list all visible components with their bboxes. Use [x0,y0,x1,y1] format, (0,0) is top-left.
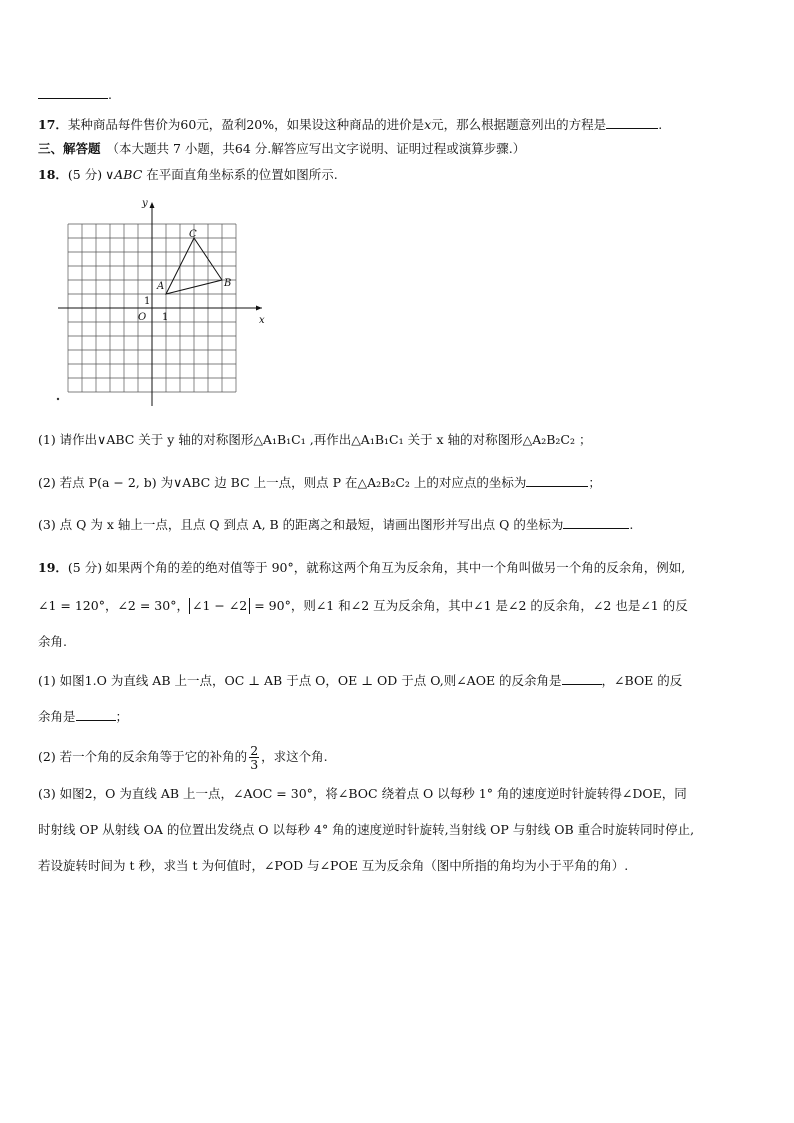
axes [58,204,262,406]
q19-score: (5 分) [67,560,103,575]
q17-text-b: 元，那么根据题意列出的方程是 [431,117,607,132]
leftover-answer-blank: . [38,86,112,103]
q17-number: 17． [38,117,68,132]
section-3-title: 三、解答题 [38,141,101,156]
unit-label-x: 1 [162,312,169,323]
q18-part-2: (2) 若点 P(a − 2, b) 为∨ABC 边 BC 上一点，则点 P 在△A₂B₂C₂ 上的对应点的坐标为 ； [38,475,601,490]
q19-part-1: (1) 如图1.O 为直线 AB 上一点，OC ⊥ AB 于点 O，OE ⊥ OD 于点 O,则∠AOE 的反余角是 ，∠BOE 的反 [38,673,683,688]
x-axis-arrow-icon [256,306,262,311]
q19-example-end: 余角. [38,634,67,649]
y-axis-arrow-icon [150,202,155,208]
q19-part-3-line-1: (3) 如图2，O 为直线 AB 上一点，∠AOC = 30°，将∠BOC 绕着点 O 以每秒 1° 角的速度逆时针旋转得∠DOE，同 [38,786,687,801]
question-17: 17．某种商品每件售价为60元，盈利20%，如果设这种商品的进价是x元，那么根据题意列出的方程是 . [38,117,663,132]
q18-score: (5 分) [67,167,103,182]
q19-part-1-cont: 余角是 ； [38,709,129,724]
q18-part-3: (3) 点 Q 为 x 轴上一点，且点 Q 到点 A, B 的距离之和最短，请画出图形并写出点 Q 的坐标为 . [38,517,634,532]
point-b-label: B [224,278,232,289]
y-axis-label: y [142,198,148,209]
section-3-heading [38,141,525,157]
q19-fraction: $\frac{2}{3}$ [250,743,259,772]
section-3-note: （本大题共 7 小题，共64 分.解答应写出文字说明、证明过程或演算步骤.） [106,141,526,156]
q18-number: 18． [38,167,68,182]
q19-intro: 19．(5 分) 如果两个角的差的绝对值等于 90°，就称这两个角互为反余角，其中一个角叫做另一个角的反余角，例如, [38,560,686,575]
stray-dot [57,398,59,400]
q18-part-2-answer-blank[interactable] [526,474,588,487]
q18-text: 在平面直角坐标系的位置如图所示. [142,167,338,182]
point-c-label: C [189,229,197,240]
q19-part-1-blank-a[interactable] [562,672,602,685]
coordinate-grid-figure [54,196,274,412]
origin-label: O [138,312,147,323]
q19-part-1-blank-b[interactable] [76,708,116,721]
x-axis-label: x [259,315,265,326]
q19-part-3-line-2: 时射线 OP 从射线 OA 的位置出发绕点 O 以每秒 4° 角的速度逆时针旋转,当射线 OP 与射线 OB 重合时旋转同时停止, [38,822,695,837]
q18-part-1: (1) 请作出∨ABC 关于 y 轴的对称图形△A₁B₁C₁ ,再作出△A₁B₁C₁ 关于 x 轴的对称图形△A₂B₂C₂ ； [38,432,592,447]
unit-label-y: 1 [144,296,151,307]
question-18-stem: 18．(5 分) ∨ABC 在平面直角坐标系的位置如图所示. [38,167,338,182]
q18-part-3-answer-blank[interactable] [563,516,629,529]
q19-number: 19． [38,560,68,575]
q19-abs-value: ∠1 − ∠2 [189,598,250,614]
q19-part-2: (2) 若一个角的反余角等于它的补角的 $\frac{2}{3}$ ，求这个角. [38,743,328,772]
q19-example: ∠1 = 120°，∠2 = 30°， ∠1 − ∠2 = 90°，则∠1 和∠2 互为反余角，其中∠1 是∠2 的反余角，∠2 也是∠1 的反 [38,598,688,613]
q17-text-a: 某种商品每件售价为60元，盈利20%，如果设这种商品的进价是 [67,117,425,132]
q18-abc: ABC [114,167,143,182]
q17-answer-blank[interactable] [606,116,658,129]
q17-var: x [424,117,432,132]
point-a-label: A [157,281,165,292]
q19-part-3-line-3: 若设旋转时间为 t 秒，求当 t 为何值时，∠POD 与∠POE 互为反余角（图中所指的角均为小于平角的角）. [38,858,629,873]
